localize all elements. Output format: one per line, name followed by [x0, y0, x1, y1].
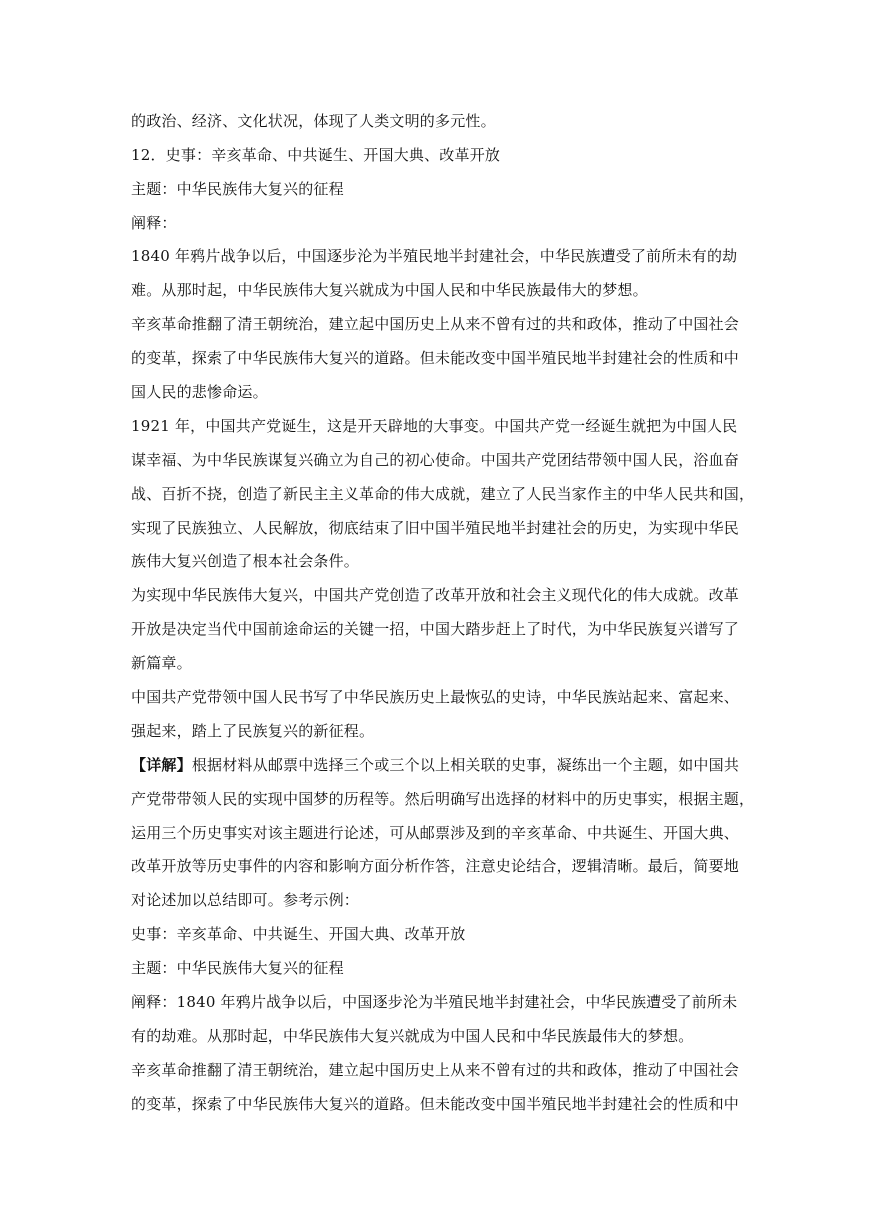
detail-text: 根据材料从邮票中选择三个或三个以上相关联的史事，凝练出一个主题，如中国共 [191, 756, 740, 774]
detail-line [131, 755, 741, 775]
text-line: 实现了民族独立、人民解放，彻底结束了旧中国半殖民地半封建社会的历史，为实现中华民 [131, 519, 740, 537]
text-line: 开放是决定当代中国前途命运的关键一招，中国大踏步赶上了时代，为中华民族复兴谱写了 [131, 620, 740, 638]
text-line: 的政治、经济、文化状况，体现了人类文明的多元性。 [131, 112, 496, 130]
text-line: 族伟大复兴创造了根本社会条件。 [131, 552, 360, 570]
text-line: 阐释：1840 年鸦片战争以后，中国逐步沦为半殖民地半封建社会，中华民族遭受了前所未 [131, 993, 738, 1011]
text-line: 有的劫难。从那时起，中华民族伟大复兴就成为中国人民和中华民族最伟大的梦想。 [131, 1027, 694, 1045]
text-line: 难。从那时起，中华民族伟大复兴就成为中国人民和中华民族最伟大的梦想。 [131, 281, 648, 299]
text-line: 强起来，踏上了民族复兴的新征程。 [131, 722, 375, 740]
text-line: 为实现中华民族伟大复兴，中国共产党创造了改革开放和社会主义现代化的伟大成就。改革 [131, 586, 740, 604]
text-line: 1840 年鸦片战争以后，中国逐步沦为半殖民地半封建社会，中华民族遭受了前所未有的劫 [131, 247, 738, 265]
text-line: 主题：中华民族伟大复兴的征程 [131, 180, 344, 198]
detail-label: 【详解】 [131, 756, 192, 774]
text-line: 1921 年，中国共产党诞生，这是开天辟地的大事变。中国共产党一经诞生就把为中国人民 [131, 417, 738, 435]
text-line: 阐释： [131, 214, 177, 232]
text-line: 主题：中华民族伟大复兴的征程 [131, 959, 344, 977]
text-line: 对论述加以总结即可。参考示例： [131, 891, 360, 909]
text-line: 辛亥革命推翻了清王朝统治，建立起中国历史上从来不曾有过的共和政体，推动了中国社会 [131, 1061, 740, 1079]
text-line: 谋幸福、为中华民族谋复兴确立为自己的初心使命。中国共产党团结带领中国人民，浴血奋 [131, 451, 740, 469]
text-line: 的变革，探索了中华民族伟大复兴的道路。但未能改变中国半殖民地半封建社会的性质和中 [131, 349, 740, 367]
text-line: 运用三个历史事实对该主题进行论述，可从邮票涉及到的辛亥革命、中共诞生、开国大典、 [131, 824, 740, 842]
text-line: 的变革，探索了中华民族伟大复兴的道路。但未能改变中国半殖民地半封建社会的性质和中 [131, 1095, 740, 1113]
text-line: 战、百折不挠，创造了新民主主义革命的伟大成就，建立了人民当家作主的中华人民共和国， [131, 485, 755, 503]
text-line: 史事：辛亥革命、中共诞生、开国大典、改革开放 [131, 925, 466, 943]
text-line: 新篇章。 [131, 654, 192, 672]
text-line: 改革开放等历史事件的内容和影响方面分析作答，注意史论结合，逻辑清晰。最后，简要地 [131, 857, 740, 875]
question-line: 12．史事：辛亥革命、中共诞生、开国大典、改革开放 [131, 146, 501, 164]
text-line: 国人民的悲惨命运。 [131, 383, 268, 401]
text-line: 产党带带领人民的实现中国梦的历程等。然后明确写出选择的材料中的历史事实，根据主题， [131, 790, 755, 808]
text-line: 辛亥革命推翻了清王朝统治，建立起中国历史上从来不曾有过的共和政体，推动了中国社会 [131, 315, 740, 333]
text-line: 中国共产党带领中国人民书写了中华民族历史上最恢弘的史诗，中华民族站起来、富起来、 [131, 688, 740, 706]
